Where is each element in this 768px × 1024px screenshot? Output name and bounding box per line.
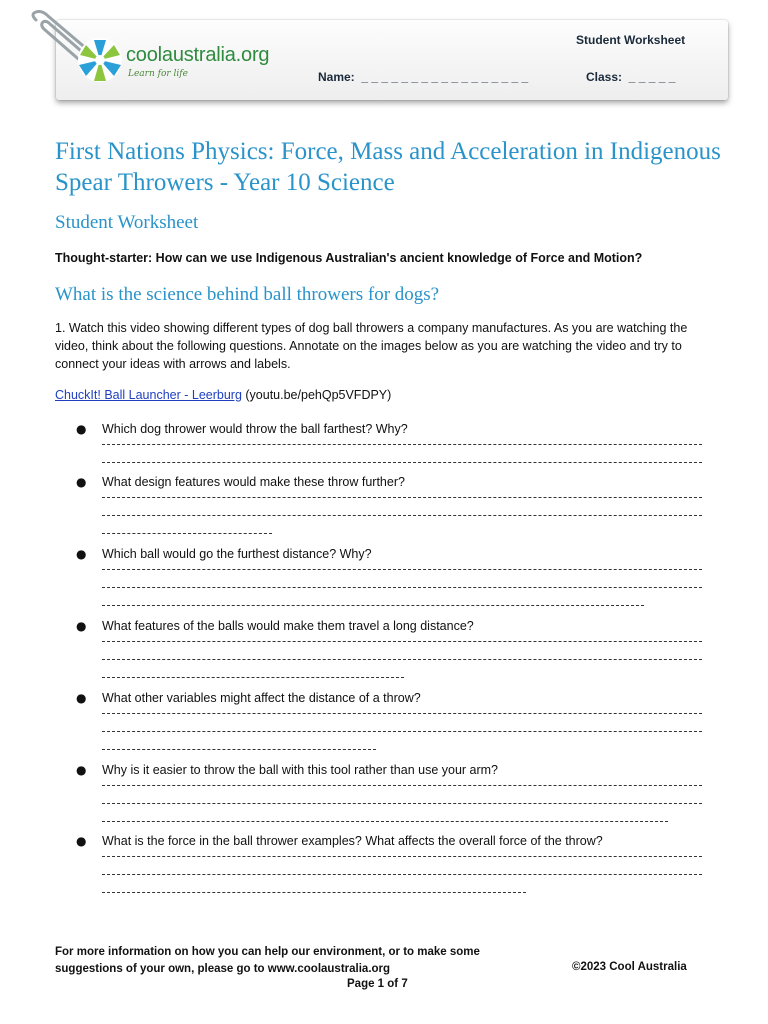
bullet-icon: ● bbox=[76, 834, 87, 848]
question-text: What is the force in the ball thrower examples? What affects the overall force of the throw? bbox=[102, 834, 603, 848]
worksheet-label: Student Worksheet bbox=[576, 33, 686, 47]
answer-line[interactable] bbox=[102, 462, 702, 463]
answer-line[interactable] bbox=[102, 892, 526, 893]
answer-line[interactable] bbox=[102, 731, 702, 732]
answer-line[interactable] bbox=[102, 713, 702, 714]
answer-line[interactable] bbox=[102, 659, 702, 660]
answer-line[interactable] bbox=[102, 587, 702, 588]
page-number: Page 1 of 7 bbox=[347, 978, 408, 990]
bullet-icon: ● bbox=[76, 422, 87, 436]
instructions-paragraph: 1. Watch this video showing different types of dog ball throwers a company manufactures. As you are watching the video, think about the following questions. Annotate on the images below as you are watching the video and try to connect your ideas with arrows and labels. bbox=[55, 321, 688, 371]
question-text: What other variables might affect the distance of a throw? bbox=[102, 691, 421, 705]
thought-starter: Thought-starter: How can we use Indigenous Australian's ancient knowledge of Force and Motion? bbox=[55, 251, 643, 265]
question-text: What features of the balls would make them travel a long distance? bbox=[102, 619, 474, 633]
cool-australia-logo-icon bbox=[76, 36, 124, 84]
answer-line[interactable] bbox=[102, 856, 702, 857]
bullet-icon: ● bbox=[76, 475, 87, 489]
video-link[interactable]: ChuckIt! Ball Launcher - Leerburg bbox=[55, 388, 242, 402]
section-heading: What is the science behind ball throwers for dogs? bbox=[55, 284, 440, 305]
video-url-text: (youtu.be/pehQp5VFDPY) bbox=[241, 388, 392, 402]
answer-line[interactable] bbox=[102, 821, 668, 822]
question-text: Why is it easier to throw the ball with this tool rather than use your arm? bbox=[102, 763, 499, 777]
answer-line[interactable] bbox=[102, 785, 702, 786]
answer-line[interactable] bbox=[102, 749, 376, 750]
bullet-icon: ● bbox=[76, 691, 87, 705]
answer-line[interactable] bbox=[102, 533, 272, 534]
footer-copyright: ©2023 Cool Australia bbox=[572, 961, 687, 973]
page-title: First Nations Physics: Force, Mass and Acceleration in Indigenous Spear Throwers - Year 10 Science bbox=[55, 138, 721, 196]
answer-line[interactable] bbox=[102, 515, 702, 516]
video-reference bbox=[55, 388, 391, 402]
bullet-icon: ● bbox=[76, 619, 87, 633]
answer-line[interactable] bbox=[102, 874, 702, 875]
bullet-icon: ● bbox=[76, 547, 87, 561]
footer-info: For more information on how you can help our environment, or to make some suggestions of your own, please go to www.coolaustralia.org bbox=[55, 946, 480, 975]
question-text: What design features would make these throw further? bbox=[102, 475, 405, 489]
brand-name: coolaustralia.org bbox=[126, 44, 270, 66]
answer-line[interactable] bbox=[102, 803, 702, 804]
answer-line[interactable] bbox=[102, 677, 404, 678]
bullet-icon: ● bbox=[76, 763, 87, 777]
page-subtitle: Student Worksheet bbox=[55, 212, 199, 233]
answer-line[interactable] bbox=[102, 641, 702, 642]
answer-line[interactable] bbox=[102, 444, 702, 445]
answer-line[interactable] bbox=[102, 569, 702, 570]
brand-tagline: Learn for life bbox=[128, 69, 188, 79]
question-text: Which ball would go the furthest distance? Why? bbox=[102, 547, 372, 561]
name-field: Name: _ _ _ _ _ _ _ _ _ _ _ _ _ _ _ _ _ bbox=[318, 70, 529, 84]
question-text: Which dog thrower would throw the ball farthest? Why? bbox=[102, 422, 408, 436]
answer-line[interactable] bbox=[102, 497, 702, 498]
class-field: Class: _ _ _ _ _ bbox=[586, 70, 676, 84]
answer-line[interactable] bbox=[102, 605, 644, 606]
